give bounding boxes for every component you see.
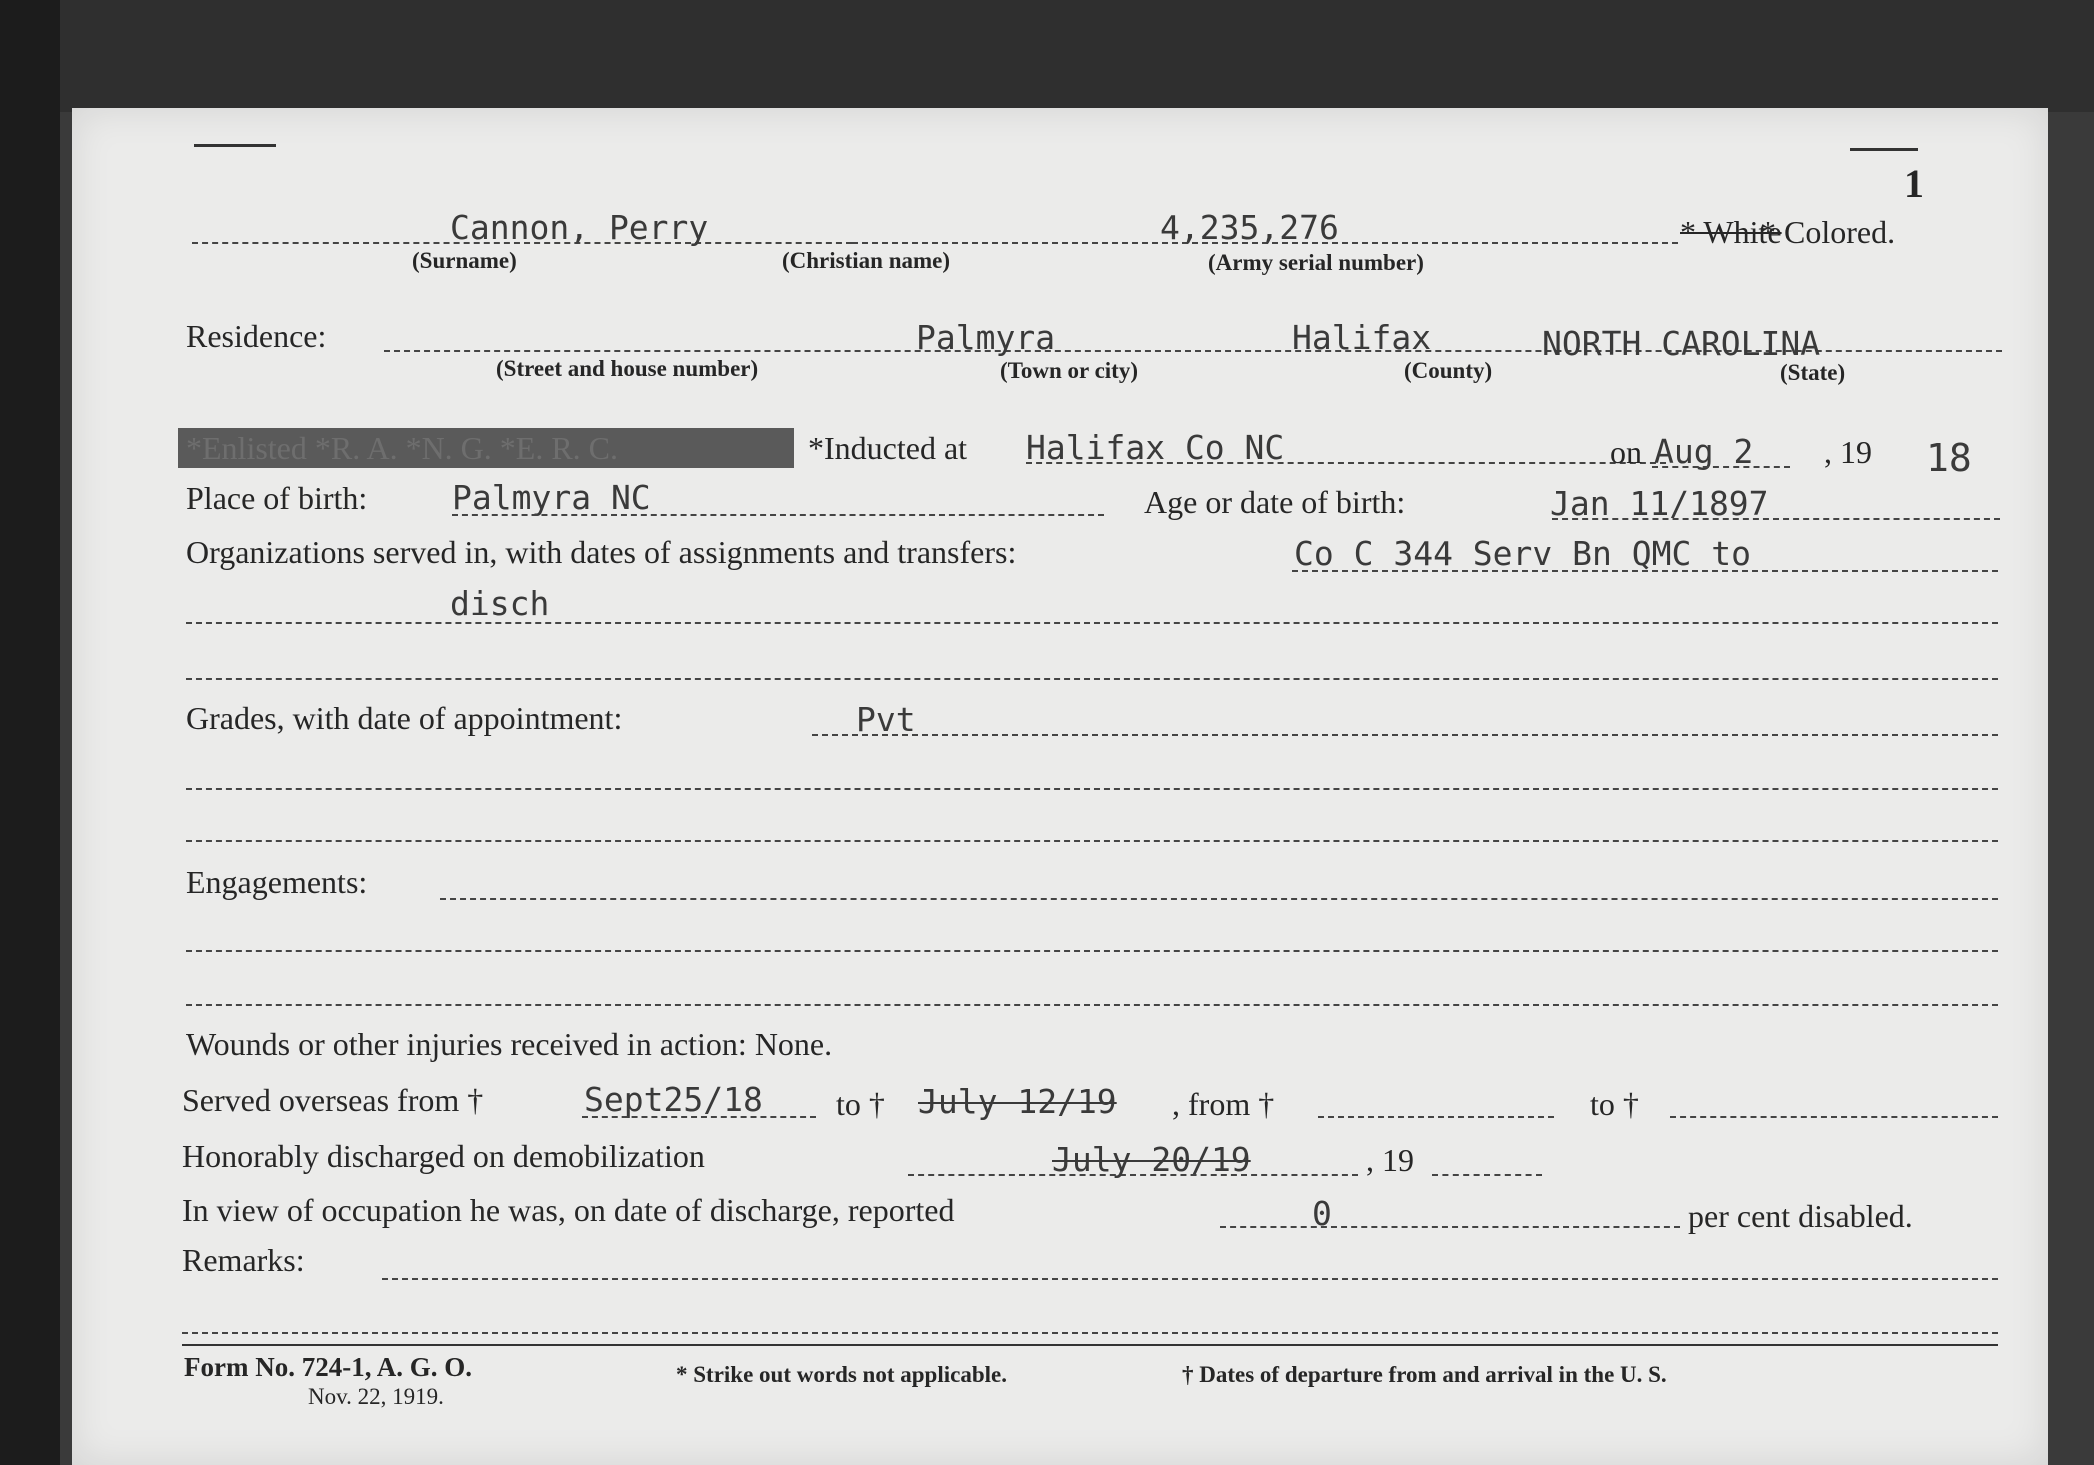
organizations-label: Organizations served in, with dates of assignments and transfers: <box>186 534 1017 570</box>
remarks-line-1 <box>382 1278 1998 1280</box>
disability-suffix: per cent disabled. <box>1688 1198 1913 1234</box>
induction-date-value: Aug 2 <box>1654 432 1754 471</box>
discharge-date-value: July 20/19 <box>1052 1140 1251 1179</box>
grades-line-2 <box>186 788 1998 790</box>
top-left-rule <box>194 144 276 147</box>
form-date: Nov. 22, 1919. <box>308 1384 444 1409</box>
serial-number-value: 4,235,276 <box>1160 208 1339 247</box>
christian-name-label: (Christian name) <box>782 248 951 273</box>
induction-date-line <box>1652 466 1790 468</box>
colored-option: * Colored. <box>1760 214 1896 250</box>
dates-note: † Dates of departure from and arrival in the U. S. <box>1182 1362 1667 1387</box>
residence-label: Residence: <box>186 318 327 354</box>
age-line <box>1552 518 2000 520</box>
town-value: Palmyra <box>916 318 1056 357</box>
footer-rule <box>182 1344 1998 1346</box>
age-label: Age or date of birth: <box>1144 484 1406 520</box>
grades-line-3 <box>186 840 1998 842</box>
grades-value: Pvt <box>856 700 916 739</box>
struck-enlistment-options: *Enlisted *R. A. *N. G. *E. R. C. <box>178 428 794 468</box>
grades-line-1 <box>812 734 1998 736</box>
strike-out-note: * Strike out words not applicable. <box>676 1362 1007 1387</box>
engagements-line-3 <box>186 1004 1998 1006</box>
surname-value: Cannon, Perry <box>450 208 709 247</box>
overseas-to-label: to † <box>836 1086 885 1122</box>
induction-year-value: 18 <box>1926 436 1972 480</box>
organizations-value-2: disch <box>450 584 550 623</box>
age-value: Jan 11/1897 <box>1550 484 1769 523</box>
scan-background-left <box>0 0 60 1465</box>
form-number: Form No. 724-1, A. G. O. <box>184 1352 472 1382</box>
town-label: (Town or city) <box>1000 358 1138 383</box>
overseas-from2-line <box>1318 1116 1554 1118</box>
street-label: (Street and house number) <box>496 356 759 381</box>
discharge-year-line <box>1432 1174 1542 1176</box>
county-value: Halifax <box>1292 318 1432 357</box>
surname-label: (Surname) <box>412 248 517 273</box>
place-of-birth-value: Palmyra NC <box>452 478 651 517</box>
overseas-label: Served overseas from † <box>182 1082 484 1118</box>
inducted-at-value: Halifax Co NC <box>1026 428 1285 467</box>
top-right-rule <box>1850 148 1918 151</box>
wounds-text: Wounds or other injuries received in action: None. <box>186 1026 833 1062</box>
remarks-line-2 <box>182 1332 1998 1334</box>
white-option: * White <box>1680 214 1782 250</box>
overseas-to2-line <box>1670 1116 1998 1118</box>
organizations-line-1 <box>1292 570 1998 572</box>
service-record-card <box>72 108 2048 1465</box>
organizations-line-2 <box>186 622 1998 624</box>
overseas-from-value: Sept25/18 <box>584 1080 763 1119</box>
card-number: 1 <box>1904 161 1924 206</box>
organizations-value-1: Co C 344 Serv Bn QMC to <box>1294 534 1751 573</box>
overseas-to-value: July 12/19 <box>918 1082 1117 1121</box>
serial-number-label: (Army serial number) <box>1208 250 1424 275</box>
county-label: (County) <box>1404 358 1493 383</box>
engagements-line-2 <box>186 950 1998 952</box>
remarks-label: Remarks: <box>182 1242 305 1278</box>
discharge-year-prefix: , 19 <box>1366 1142 1414 1178</box>
disability-value: 0 <box>1312 1194 1332 1233</box>
scan-background-top <box>0 0 2094 112</box>
grades-label: Grades, with date of appointment: <box>186 700 623 736</box>
overseas-from2-label: , from † <box>1172 1086 1275 1122</box>
overseas-from-line <box>582 1116 816 1118</box>
organizations-line-3 <box>186 678 1998 680</box>
engagements-label: Engagements: <box>186 864 368 900</box>
inducted-line <box>1026 462 1666 464</box>
discharge-label: Honorably discharged on demobilization <box>182 1138 705 1174</box>
inducted-at-label: *Inducted at <box>808 430 968 466</box>
year-prefix: , 19 <box>1824 434 1872 470</box>
engagements-line-1 <box>440 898 1998 900</box>
state-value: NORTH CAROLINA <box>1542 324 1821 363</box>
state-label: (State) <box>1780 360 1846 385</box>
overseas-to2-label: to † <box>1590 1086 1639 1122</box>
disability-label: In view of occupation he was, on date of discharge, reported <box>182 1192 955 1228</box>
disability-line <box>1220 1226 1680 1228</box>
place-of-birth-line <box>452 514 1104 516</box>
on-label: on <box>1610 434 1642 470</box>
place-of-birth-label: Place of birth: <box>186 480 368 516</box>
